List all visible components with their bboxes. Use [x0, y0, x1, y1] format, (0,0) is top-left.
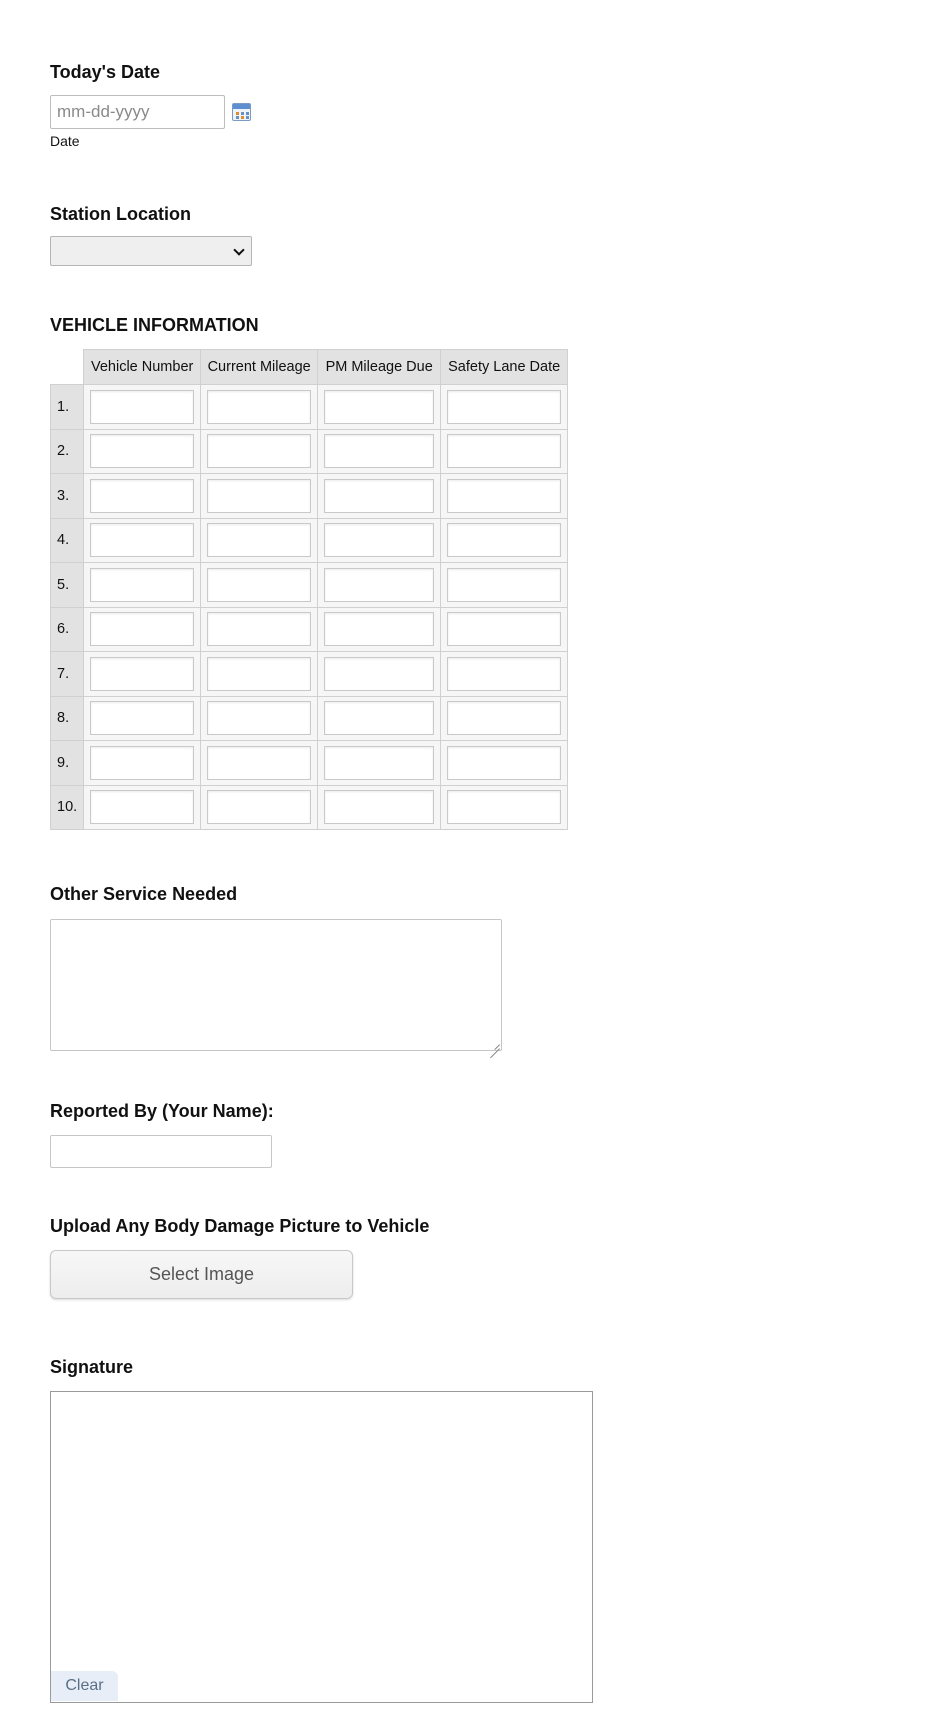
- column-header-safety-lane-date: Safety Lane Date: [441, 350, 568, 385]
- table-cell: [441, 429, 568, 474]
- reported-by-input[interactable]: [50, 1135, 272, 1168]
- table-cell: [201, 607, 318, 652]
- table-cell: [201, 429, 318, 474]
- safety-lane-date-input[interactable]: [447, 434, 561, 468]
- station-location-select[interactable]: [50, 236, 252, 266]
- resize-handle-icon[interactable]: [489, 1038, 500, 1049]
- safety-lane-date-input[interactable]: [447, 523, 561, 557]
- table-cell: [318, 563, 441, 608]
- table-cell: [441, 741, 568, 786]
- table-cell: [441, 696, 568, 741]
- row-number: 8.: [51, 696, 84, 741]
- other-service-textarea[interactable]: [50, 919, 502, 1051]
- table-cell: [441, 652, 568, 697]
- table-cell: [84, 429, 201, 474]
- table-cell: [84, 518, 201, 563]
- safety-lane-date-input[interactable]: [447, 612, 561, 646]
- vehicle-number-input[interactable]: [90, 657, 194, 691]
- table-cell: [84, 607, 201, 652]
- calendar-cell: [241, 116, 244, 119]
- row-number: 7.: [51, 652, 84, 697]
- vehicle-number-input[interactable]: [90, 479, 194, 513]
- vehicle-number-input[interactable]: [90, 568, 194, 602]
- row-number: 10.: [51, 785, 84, 830]
- row-number: 9.: [51, 741, 84, 786]
- todays-date-label: Today's Date: [50, 62, 160, 82]
- table-row: [51, 474, 568, 519]
- vehicle-number-input[interactable]: [90, 390, 194, 424]
- table-cell: [318, 696, 441, 741]
- safety-lane-date-input[interactable]: [447, 790, 561, 824]
- table-cell: [201, 741, 318, 786]
- table-row: [51, 785, 568, 830]
- safety-lane-date-input[interactable]: [447, 746, 561, 780]
- current-mileage-input[interactable]: [207, 612, 311, 646]
- station-location-label: Station Location: [50, 204, 191, 224]
- table-cell: [441, 563, 568, 608]
- date-sublabel: Date: [50, 133, 80, 149]
- table-cell: [84, 563, 201, 608]
- date-input[interactable]: [50, 95, 225, 129]
- pm-mileage-due-input[interactable]: [324, 746, 434, 780]
- table-cell: [318, 785, 441, 830]
- table-header-row: [51, 350, 568, 385]
- table-cell: [201, 563, 318, 608]
- table-cell: [201, 474, 318, 519]
- calendar-cell: [236, 112, 239, 115]
- pm-mileage-due-input[interactable]: [324, 479, 434, 513]
- vehicle-number-input[interactable]: [90, 434, 194, 468]
- clear-signature-button[interactable]: Clear: [51, 1671, 118, 1701]
- pm-mileage-due-input[interactable]: [324, 523, 434, 557]
- vehicle-information-label: VEHICLE INFORMATION: [50, 315, 259, 335]
- table-cell: [318, 474, 441, 519]
- table-row: [51, 385, 568, 430]
- current-mileage-input[interactable]: [207, 568, 311, 602]
- calendar-icon[interactable]: [232, 103, 251, 121]
- reported-by-label: Reported By (Your Name):: [50, 1101, 274, 1121]
- row-number: 6.: [51, 607, 84, 652]
- pm-mileage-due-input[interactable]: [324, 390, 434, 424]
- current-mileage-input[interactable]: [207, 523, 311, 557]
- signature-pad[interactable]: [50, 1391, 593, 1703]
- safety-lane-date-input[interactable]: [447, 479, 561, 513]
- upload-label: Upload Any Body Damage Picture to Vehicle: [50, 1216, 430, 1236]
- column-header-pm-mileage-due: PM Mileage Due: [318, 350, 441, 385]
- table-cell: [318, 741, 441, 786]
- row-number: 4.: [51, 518, 84, 563]
- calendar-header-bar: [233, 104, 250, 109]
- table-cell: [84, 785, 201, 830]
- table-cell: [318, 607, 441, 652]
- table-cell: [84, 741, 201, 786]
- safety-lane-date-input[interactable]: [447, 568, 561, 602]
- pm-mileage-due-input[interactable]: [324, 434, 434, 468]
- table-row: [51, 563, 568, 608]
- chevron-down-icon: [233, 244, 244, 255]
- current-mileage-input[interactable]: [207, 701, 311, 735]
- vehicle-number-input[interactable]: [90, 701, 194, 735]
- table-corner-cell: [51, 350, 84, 385]
- table-row: [51, 652, 568, 697]
- row-number: 1.: [51, 385, 84, 430]
- table-cell: [84, 696, 201, 741]
- signature-label: Signature: [50, 1357, 134, 1377]
- table-cell: [84, 652, 201, 697]
- table-cell: [201, 785, 318, 830]
- table-cell: [201, 518, 318, 563]
- row-number: 5.: [51, 563, 84, 608]
- table-row: [51, 429, 568, 474]
- table-cell: [441, 785, 568, 830]
- vehicle-number-input[interactable]: [90, 523, 194, 557]
- vehicle-number-input[interactable]: [90, 746, 194, 780]
- table-cell: [318, 652, 441, 697]
- table-cell: [84, 385, 201, 430]
- calendar-cell: [236, 116, 239, 119]
- table-cell: [201, 385, 318, 430]
- table-cell: [441, 474, 568, 519]
- safety-lane-date-input[interactable]: [447, 701, 561, 735]
- column-header-vehicle-number: Vehicle Number: [84, 350, 201, 385]
- other-service-label: Other Service Needed: [50, 884, 238, 904]
- calendar-cell: [246, 112, 249, 115]
- vehicle-number-input[interactable]: [90, 790, 194, 824]
- table-cell: [441, 518, 568, 563]
- pm-mileage-due-input[interactable]: [324, 657, 434, 691]
- table-row: [51, 741, 568, 786]
- safety-lane-date-input[interactable]: [447, 390, 561, 424]
- table-cell: [201, 696, 318, 741]
- current-mileage-input[interactable]: [207, 790, 311, 824]
- column-header-current-mileage: Current Mileage: [201, 350, 318, 385]
- calendar-cell: [241, 112, 244, 115]
- table-cell: [441, 385, 568, 430]
- table-row: [51, 518, 568, 563]
- table-cell: [318, 518, 441, 563]
- select-image-button[interactable]: Select Image: [50, 1250, 353, 1299]
- current-mileage-input[interactable]: [207, 657, 311, 691]
- current-mileage-input[interactable]: [207, 434, 311, 468]
- current-mileage-input[interactable]: [207, 746, 311, 780]
- table-cell: [84, 474, 201, 519]
- safety-lane-date-input[interactable]: [447, 657, 561, 691]
- row-number: 3.: [51, 474, 84, 519]
- table-cell: [201, 652, 318, 697]
- vehicle-number-input[interactable]: [90, 612, 194, 646]
- pm-mileage-due-input[interactable]: [324, 568, 434, 602]
- current-mileage-input[interactable]: [207, 479, 311, 513]
- table-cell: [318, 429, 441, 474]
- vehicle-information-table: [50, 349, 568, 830]
- row-number: 2.: [51, 429, 84, 474]
- table-row: [51, 696, 568, 741]
- table-cell: [441, 607, 568, 652]
- pm-mileage-due-input[interactable]: [324, 790, 434, 824]
- calendar-cell: [246, 116, 249, 119]
- pm-mileage-due-input[interactable]: [324, 612, 434, 646]
- table-row: [51, 607, 568, 652]
- table-cell: [318, 385, 441, 430]
- pm-mileage-due-input[interactable]: [324, 701, 434, 735]
- current-mileage-input[interactable]: [207, 390, 311, 424]
